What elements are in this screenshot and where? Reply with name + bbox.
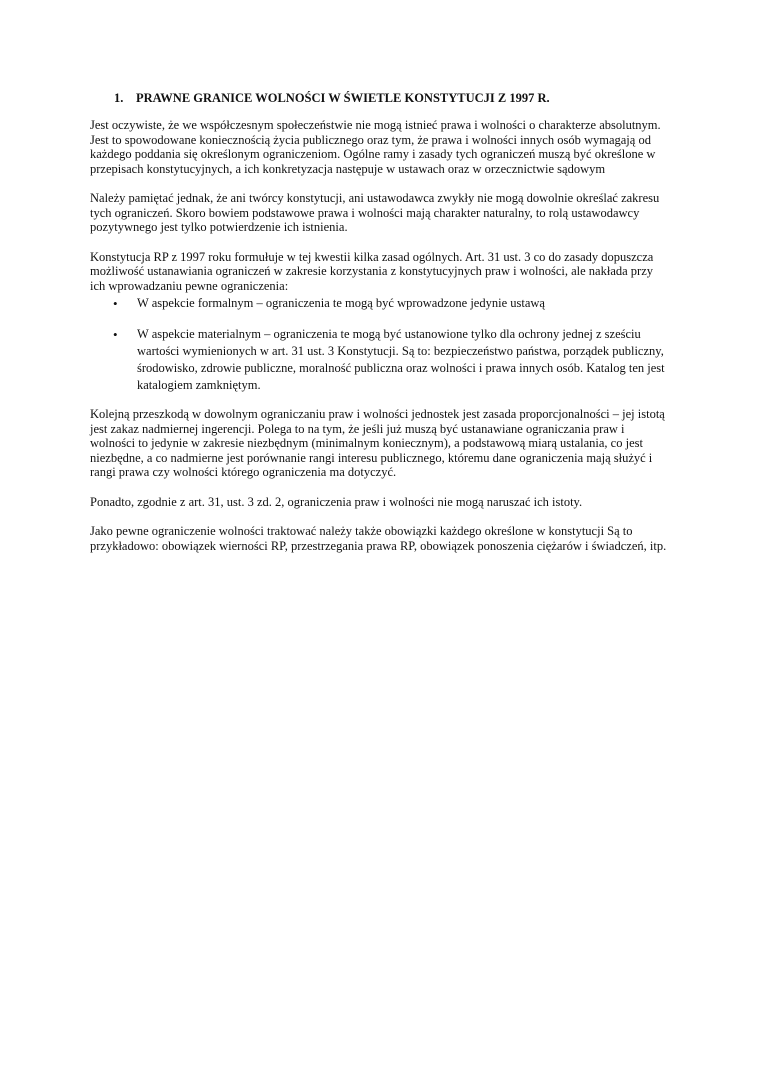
paragraph-duties: Jako pewne ograniczenie wolności traktować należy także obowiązki każdego określone w konstytucji Są to przykładowo: obowiązek wierności RP, przestrzegania prawa RP, obowiązek ponoszenia ciężarów i świadczeń, itp. xyxy=(90,524,667,553)
section-title: PRAWNE GRANICE WOLNOŚCI W ŚWIETLE KONSTYTUCJI Z 1997 R. xyxy=(136,91,550,105)
list-item-material: • W aspekcie materialnym – ograniczenia te mogą być ustanowione tylko dla ochrony jednej z sześciu wartości wymienionych w art. 31 ust. 3 Konstytucji. Są to: bezpieczeństwo państwa, porządek publiczny, środowisko, zdrowie publiczne, moralność publiczna oraz wolności i prawa innych osób. Katalog ten jest katalogiem zamkniętym. xyxy=(90,326,670,394)
paragraph-legislator-limits: Należy pamiętać jednak, że ani twórcy konstytucji, ani ustawodawca zwykły nie mogą dowolnie określać zakresu tych ograniczeń. Skoro bowiem podstawowe prawa i wolności mają charakter naturalny, to rolą ustawodawcy pozytywnego jest tylko potwierdzenie ich istnienia. xyxy=(90,191,660,234)
list-item-formal: • W aspekcie formalnym – ograniczenia te mogą być wprowadzone jedynie ustawą xyxy=(90,295,670,312)
limitations-list xyxy=(90,295,670,394)
section-number: 1. xyxy=(114,91,124,105)
section-heading xyxy=(114,90,670,106)
paragraph-constitution-principles: Konstytucja RP z 1997 roku formułuje w tej kwestii kilka zasad ogólnych. Art. 31 ust. 3 co do zasady dopuszcza możliwość ustanawiania ograniczeń w zakresie korzystania z konstytucyjnych praw i wolności, ale nakłada przy ich wprowadzaniu pewne ograniczenia: xyxy=(90,249,654,293)
paragraph-essence: Ponadto, zgodnie z art. 31, ust. 3 zd. 2, ograniczenia praw i wolności nie mogą naruszać ich istoty. xyxy=(90,494,583,509)
paragraph-proportionality: Kolejną przeszkodą w dowolnym ograniczaniu praw i wolności jednostek jest zasada proporcjonalności – jej istotą jest zakaz nadmiernej ingerencji. Polega to na tym, że jeśli już muszą być ustanawiane ograniczania praw i wolności to jedynie w zakresie niezbędnym (minimalnym koniecznym), a podstawową miarą ustalania, co jest niezbędne, a co nadmierne jest porównanie rangi interesu publicznego, któremu dane ograniczenia mają służyć i rangi prawa czy wolności którego ograniczenia ma dotyczyć. xyxy=(90,407,665,479)
paragraph-absolute-rights: Jest oczywiste, że we współczesnym społeczeństwie nie mogą istnieć prawa i wolności o charakterze absolutnym. Jest to spowodowane koniecznością życia publicznego oraz tym, że prawa i wolności innych osób wymagają od każdego poddania się określonym ograniczeniom. Ogólne ramy i zasady tych ograniczeń muszą być określone w przepisach konstytucyjnych, a ich konkretyzacja następuje w ustawach oraz w orzecznictwie sądowym xyxy=(90,118,661,176)
document-page xyxy=(90,90,670,568)
